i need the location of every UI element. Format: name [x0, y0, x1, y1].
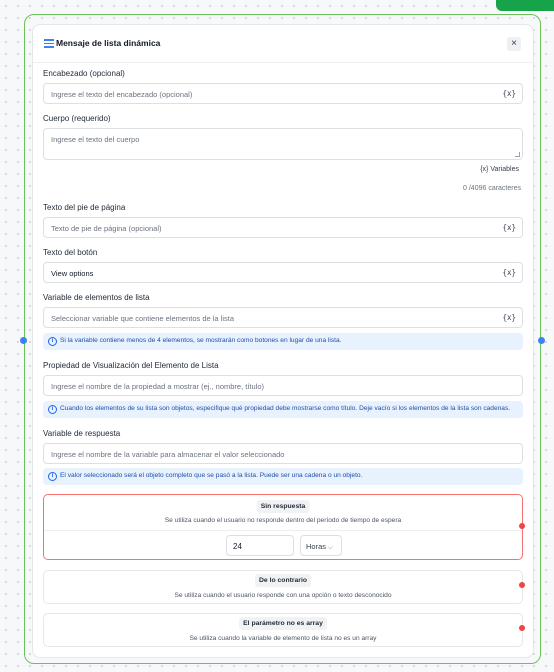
- list-items-info-banner: [43, 333, 523, 350]
- character-counter: 0 /4096 caracteres: [463, 185, 521, 192]
- list-message-node-card: [32, 24, 534, 658]
- response-variable-input[interactable]: [43, 443, 523, 464]
- display-property-placeholder: Ingrese el nombre de la propiedad a mostrar (ej., nombre, título): [51, 382, 265, 391]
- timeout-value-input[interactable]: 24: [226, 535, 294, 556]
- no-response-description: Se utiliza cuando el usuario no responde dentro del período de tiempo de espera: [164, 517, 402, 524]
- footer-input-placeholder: Texto de pie de página (opcional): [51, 224, 162, 233]
- header-input-placeholder: Ingrese el texto del encabezado (opcional): [51, 90, 193, 99]
- otherwise-branch[interactable]: [43, 570, 523, 604]
- not-array-description: Se utiliza cuando la variable de elemento de lista no es un array: [189, 635, 377, 642]
- display-property-label: Propiedad de Visualización del Elemento de Lista: [43, 361, 219, 370]
- no-response-chip: Sin respuesta: [257, 500, 310, 513]
- node-header: [33, 25, 533, 63]
- input-handle[interactable]: [20, 337, 27, 344]
- list-items-info-text: Si la variable contiene menos de 4 elementos, se mostrarán como botones en lugar de una lista.: [60, 337, 342, 344]
- info-icon: i: [48, 405, 57, 414]
- display-property-info-banner: [43, 401, 523, 418]
- otherwise-description: Se utiliza cuando el usuario responde con una opción o texto desconocido: [174, 592, 392, 599]
- close-button[interactable]: ×: [507, 37, 521, 51]
- output-handle[interactable]: [538, 337, 545, 344]
- display-property-input[interactable]: [43, 375, 523, 396]
- variable-icon[interactable]: {x}: [502, 268, 516, 277]
- not-array-branch[interactable]: [43, 613, 523, 647]
- body-textarea-placeholder: Ingrese el texto del cuerpo: [51, 135, 140, 144]
- footer-field-label: Texto del pie de página: [43, 203, 126, 212]
- list-items-variable-placeholder: Seleccionar variable que contiene elementos de la lista: [51, 314, 235, 323]
- info-icon: i: [48, 472, 57, 481]
- variable-icon[interactable]: {x}: [502, 223, 516, 232]
- divider: [44, 530, 522, 531]
- list-items-variable-label: Variable de elementos de lista: [43, 293, 150, 302]
- variable-icon[interactable]: {x}: [502, 89, 516, 98]
- button-text-input[interactable]: [43, 262, 523, 283]
- body-textarea[interactable]: [43, 128, 523, 160]
- not-array-output-handle[interactable]: [519, 625, 525, 631]
- list-items-variable-select[interactable]: [43, 307, 523, 328]
- button-text-label: Texto del botón: [43, 248, 98, 257]
- response-variable-label: Variable de respuesta: [43, 429, 121, 438]
- timeout-unit-value: Horas: [306, 542, 327, 551]
- response-variable-info-text: El valor seleccionado será el objeto completo que se pasó a la lista. Puede ser una cadena o un objeto.: [60, 472, 363, 479]
- response-variable-placeholder: Ingrese el nombre de la variable para almacenar el valor seleccionado: [51, 450, 285, 459]
- display-property-info-text: Cuando los elementos de su lista son objetos, especifique qué propiedad debe mostrarse como título. Deje vacío si los elementos de la lista son cadenas.: [60, 405, 511, 412]
- no-response-output-handle[interactable]: [519, 523, 525, 529]
- list-icon: [44, 39, 54, 48]
- body-field-label: Cuerpo (requerido): [43, 114, 111, 123]
- no-response-branch[interactable]: [43, 494, 523, 560]
- variable-icon[interactable]: {x}: [502, 313, 516, 322]
- top-action-tab[interactable]: [496, 0, 554, 11]
- footer-input[interactable]: [43, 217, 523, 238]
- response-variable-info-banner: [43, 468, 523, 485]
- chevron-down-icon: ⌵: [328, 545, 333, 551]
- info-icon: i: [48, 337, 57, 346]
- not-array-chip: El parámetro no es array: [239, 617, 327, 630]
- header-field-label: Encabezado (opcional): [43, 69, 125, 78]
- button-text-value: View options: [51, 269, 94, 278]
- otherwise-output-handle[interactable]: [519, 582, 525, 588]
- timeout-unit-select[interactable]: [300, 535, 342, 556]
- resize-handle-icon[interactable]: [515, 152, 520, 157]
- node-title: Mensaje de lista dinámica: [56, 38, 161, 48]
- header-input[interactable]: [43, 83, 523, 104]
- otherwise-chip: De lo contrario: [255, 574, 311, 587]
- insert-variables-button[interactable]: {x} Variables: [480, 166, 519, 173]
